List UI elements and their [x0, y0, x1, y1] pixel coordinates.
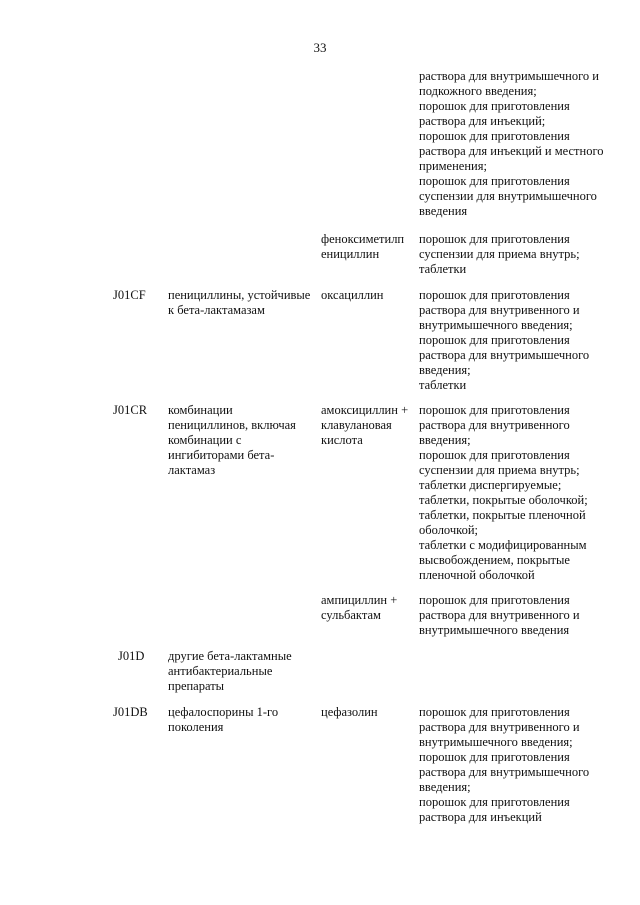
atc-code: J01D	[118, 649, 145, 663]
group-description-line: комбинации с	[168, 433, 242, 447]
dosage-form-line: раствора для инъекций	[419, 810, 542, 824]
drug-name-line: цефазолин	[321, 705, 378, 719]
dosage-form-line: раствора для внутривенного и	[419, 303, 580, 317]
group-description-line: ингибиторами бета-	[168, 448, 275, 462]
dosage-form-line: введения;	[419, 363, 471, 377]
dosage-forms	[419, 232, 639, 277]
dosage-form-line: таблетки	[419, 262, 467, 276]
dosage-form-line: порошок для приготовления	[419, 174, 570, 188]
drug-name	[321, 403, 416, 448]
dosage-form-line: раствора для инъекций;	[419, 114, 546, 128]
dosage-form-line: порошок для приготовления	[419, 705, 570, 719]
dosage-form-line: пленочной оболочкой	[419, 568, 535, 582]
dosage-form-line: высвобождением, покрытые	[419, 553, 570, 567]
dosage-form-line: раствора для внутримышечного и	[419, 69, 599, 83]
atc-code: J01CR	[113, 403, 148, 417]
dosage-form-line: порошок для приготовления	[419, 448, 570, 462]
dosage-form-line: таблетки, покрытые пленочной	[419, 508, 586, 522]
dosage-form-line: внутримышечного введения;	[419, 735, 573, 749]
drug-name-line: кислота	[321, 433, 363, 447]
group-description-line: комбинации	[168, 403, 233, 417]
group-description-line: поколения	[168, 720, 224, 734]
dosage-form-line: раствора для внутривенного и	[419, 720, 580, 734]
group-description-line: препараты	[168, 679, 225, 693]
dosage-form-line: внутримышечного введения;	[419, 318, 573, 332]
dosage-form-line: порошок для приготовления	[419, 288, 570, 302]
drug-name-line: сульбактам	[321, 608, 381, 622]
dosage-form-line: внутримышечного введения	[419, 623, 570, 637]
group-description-line: антибактериальные	[168, 664, 273, 678]
drug-name	[321, 232, 416, 262]
dosage-form-line: таблетки с модифицированным	[419, 538, 587, 552]
group-description	[168, 288, 313, 318]
atc-code: J01DB	[113, 705, 148, 719]
dosage-form-line: раствора для внутримышечного	[419, 765, 590, 779]
dosage-form-line: суспензии для приема внутрь;	[419, 463, 580, 477]
dosage-form-line: введения;	[419, 433, 471, 447]
dosage-forms	[419, 288, 639, 393]
drug-name-line: енициллин	[321, 247, 380, 261]
atc-code: J01CF	[113, 288, 146, 302]
dosage-form-line: применения;	[419, 159, 487, 173]
dosage-forms	[419, 403, 639, 583]
continuation-dosage-forms	[419, 69, 639, 219]
group-description-line: пенициллинов, включая	[168, 418, 296, 432]
dosage-form-line: порошок для приготовления	[419, 403, 570, 417]
group-description-line: другие бета-лактамные	[168, 649, 292, 663]
dosage-form-line: порошок для приготовления	[419, 333, 570, 347]
group-description-line: цефалоспорины 1-го	[168, 705, 279, 719]
dosage-form-line: таблетки диспергируемые;	[419, 478, 562, 492]
dosage-form-line: порошок для приготовления	[419, 750, 570, 764]
dosage-form-line: раствора для инъекций и местного	[419, 144, 604, 158]
drug-name-line: ампициллин +	[321, 593, 398, 607]
dosage-form-line: раствора для внутривенного и	[419, 608, 580, 622]
dosage-form-line: таблетки, покрытые оболочкой;	[419, 493, 588, 507]
dosage-form-line: раствора для внутривенного	[419, 418, 570, 432]
drug-name-line: феноксиметилп	[321, 232, 405, 246]
dosage-form-line: порошок для приготовления	[419, 99, 570, 113]
drug-name	[321, 593, 416, 623]
group-description-line: пенициллины, устойчивые	[168, 288, 311, 302]
dosage-forms	[419, 705, 639, 825]
group-description-line: к бета-лактамазам	[168, 303, 265, 317]
dosage-form-line: порошок для приготовления	[419, 593, 570, 607]
drug-name	[321, 705, 416, 720]
group-description	[168, 705, 313, 735]
dosage-form-line: порошок для приготовления	[419, 232, 570, 246]
dosage-form-line: введения	[419, 204, 468, 218]
drug-name-line: амоксициллин +	[321, 403, 409, 417]
dosage-forms	[419, 593, 639, 638]
dosage-form-line: подкожного введения;	[419, 84, 537, 98]
dosage-form-line: суспензии для приема внутрь;	[419, 247, 580, 261]
dosage-form-line: оболочкой;	[419, 523, 478, 537]
dosage-form-line: раствора для внутримышечного	[419, 348, 590, 362]
dosage-form-line: порошок для приготовления	[419, 795, 570, 809]
drug-name-line: оксациллин	[321, 288, 384, 302]
group-description	[168, 403, 313, 478]
dosage-form-line: порошок для приготовления	[419, 129, 570, 143]
dosage-form-line: таблетки	[419, 378, 467, 392]
dosage-form-line: суспензии для внутримышечного	[419, 189, 597, 203]
group-description-line: лактамаз	[168, 463, 216, 477]
drug-name-line: клавулановая	[321, 418, 392, 432]
drug-name	[321, 288, 416, 303]
page-number: 33	[313, 40, 327, 55]
dosage-form-line: введения;	[419, 780, 471, 794]
group-description	[168, 649, 313, 694]
